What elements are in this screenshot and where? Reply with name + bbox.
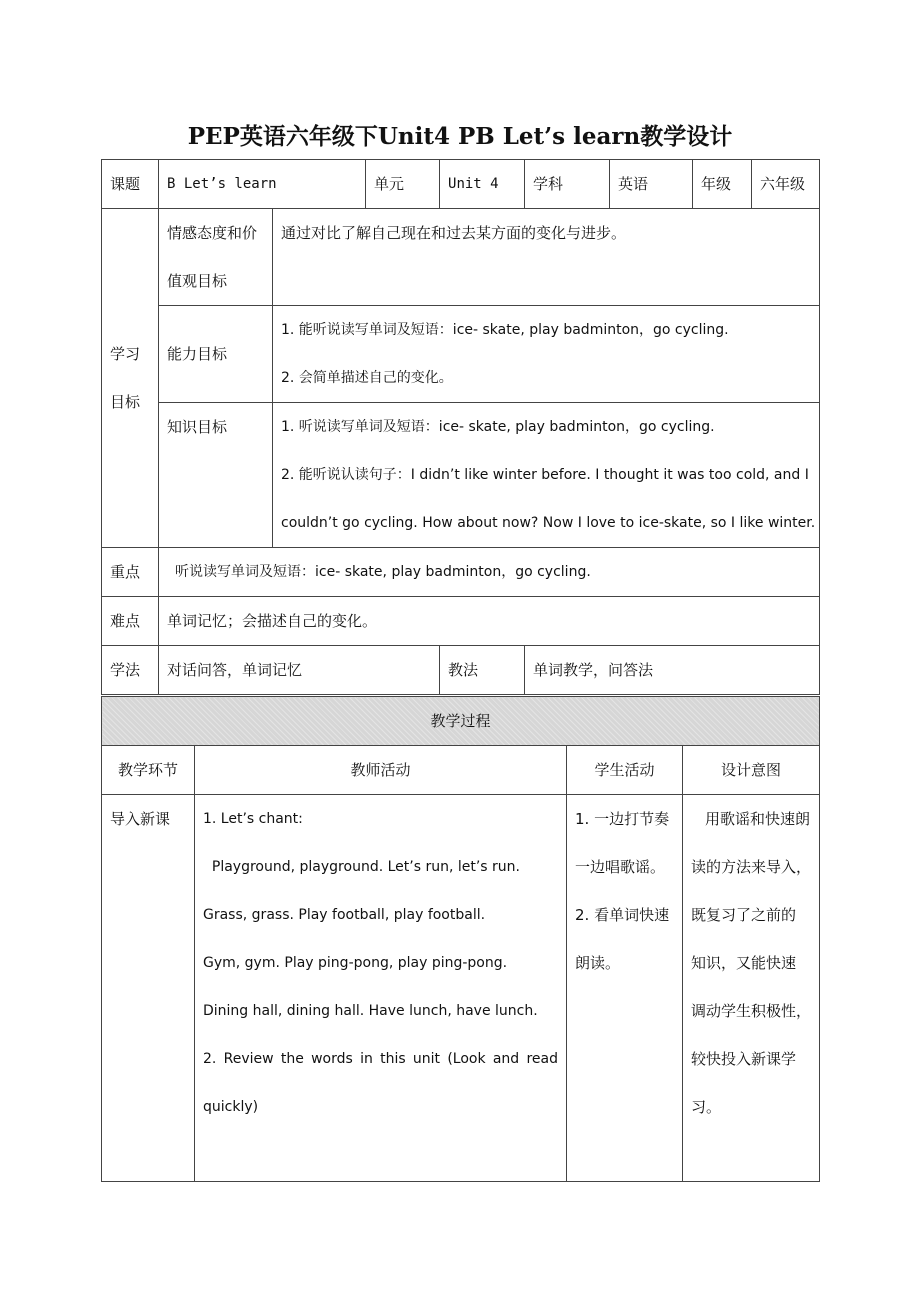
ability-line-2: 2. 会简单描述自己的变化。 [281,370,453,386]
student-line: 一边唱歌谣。 [575,858,666,876]
knowledge-line-3: couldn’t go cycling. How about now? Now I love to ice-skate, so I like winter. [281,515,816,531]
emotion-label-1: 情感态度和价 [167,224,258,242]
subject-label: 学科 [525,160,610,209]
process-columns-row [102,746,820,795]
study-method-value: 对话问答，单词记忆 [159,646,440,695]
page-title: PEP英语六年级下Unit4 PB Let’s learn教学设计 [187,123,733,150]
key-point-text: 听说读写单词及短语：ice- skate, play badminton，go cycling. [159,548,820,597]
header-row [102,160,820,209]
grade-value: 六年级 [752,160,820,209]
teacher-line: Grass, grass. Play football, play football. [203,907,486,923]
lesson-info-table [101,159,820,695]
student-line: 1. 一边打节奏 [575,810,670,828]
teacher-line: Playground, playground. Let’s run, let’s run. [203,859,520,875]
intent-line: 用歌谣和快速朗 [705,810,811,828]
objectives-group-label-2: 目标 [110,393,141,411]
design-intent-cell [683,795,820,1182]
emotion-text: 通过对比了解自己现在和过去某方面的变化与进步。 [273,209,820,306]
intent-line: 习。 [691,1098,722,1116]
ability-row [102,306,820,403]
ability-text [273,306,820,403]
emotion-row [102,209,820,306]
knowledge-line-1: 1. 听说读写单词及短语：ice- skate, play badminton，go cycling. [281,419,715,435]
objectives-group-label-1: 学习 [110,345,141,363]
unit-value: Unit 4 [440,160,525,209]
knowledge-text [273,403,820,548]
grade-label: 年级 [693,160,752,209]
emotion-label-2: 值观目标 [167,272,228,290]
stage-cell: 导入新课 [102,795,195,1182]
column-student: 学生活动 [567,746,683,795]
column-intent: 设计意图 [683,746,820,795]
column-stage: 教学环节 [102,746,195,795]
teach-method-label: 教法 [440,646,525,695]
process-header-row [102,697,820,746]
subject-value: 英语 [610,160,693,209]
student-line: 2. 看单词快速 [575,906,670,924]
knowledge-label: 知识目标 [159,403,273,548]
teacher-line: 1. Let’s chant: [203,811,303,827]
intent-line: 知识，又能快速 [691,954,797,972]
knowledge-line-2: 2. 能听说认读句子：I didn’t like winter before. I thought it was too cold, and I [281,467,809,483]
teacher-line: quickly) [203,1099,259,1115]
key-point-row [102,548,820,597]
lesson-label: 课题 [102,160,159,209]
student-line: 朗读。 [575,954,621,972]
intent-line: 调动学生积极性， [691,1002,812,1020]
teach-method-value: 单词教学，问答法 [525,646,820,695]
unit-label: 单元 [366,160,440,209]
teacher-line: Dining hall, dining hall. Have lunch, have lunch. [203,1003,538,1019]
lesson-value: B Let’s learn [159,160,366,209]
column-teacher: 教师活动 [195,746,567,795]
study-method-label: 学法 [102,646,159,695]
teacher-activity-cell [195,795,567,1182]
intent-line: 读的方法来导入， [691,858,812,876]
intent-line: 较快投入新课学 [691,1050,797,1068]
difficulty-row [102,597,820,646]
knowledge-row [102,403,820,548]
student-activity-cell [567,795,683,1182]
difficulty-text: 单词记忆；会描述自己的变化。 [159,597,820,646]
process-header: 教学过程 [102,697,820,746]
objectives-group-label [102,209,159,548]
teacher-line: Gym, gym. Play ping-pong, play ping-pong. [203,955,508,971]
ability-label: 能力目标 [159,306,273,403]
key-point-label: 重点 [102,548,159,597]
teaching-process-table [101,696,820,1182]
ability-line-1: 1. 能听说读写单词及短语：ice- skate, play badminton，go cycling. [281,322,729,338]
intro-row [102,795,820,1182]
emotion-label [159,209,273,306]
methods-row [102,646,820,695]
teacher-line: 2. Review the words in this unit (Look and read [203,1051,558,1067]
difficulty-label: 难点 [102,597,159,646]
intent-line: 既复习了之前的 [691,906,797,924]
